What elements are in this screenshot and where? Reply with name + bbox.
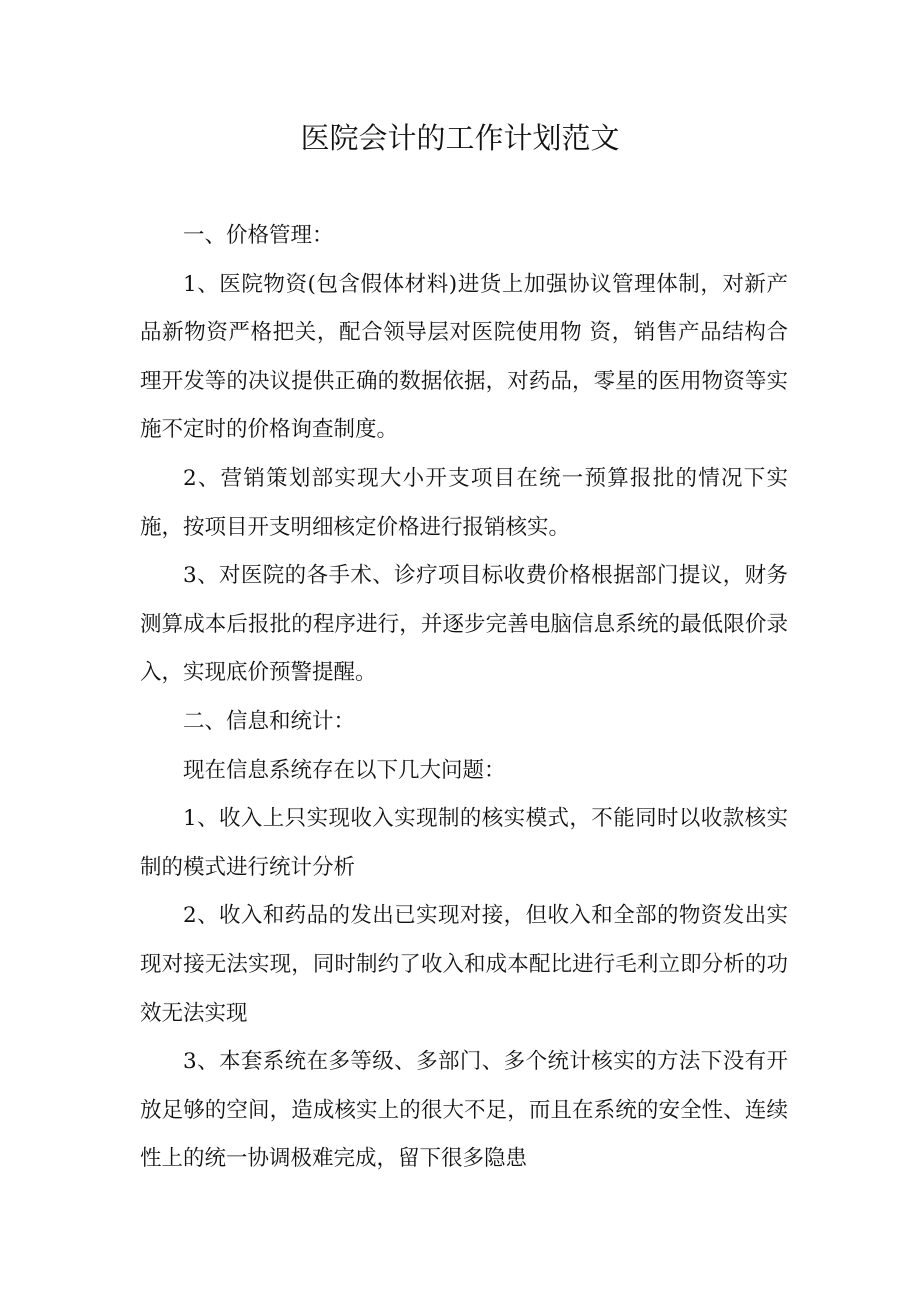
paragraph-price-item-1: 1、医院物资(包含假体材料)进货上加强协议管理体制，对新产品新物资严格把关，配合领导层对医院使用物 资，销售产品结构合理开发等的决议提供正确的数据依据，对药品，零星的医用物资等实施不定时的价格询查制度。 [140, 271, 788, 443]
paragraph-problem-2: 2、收入和药品的发出已实现对接，但收入和全部的物资发出实现对接无法实现，同时制约了收入和成本配比进行毛利立即分析的功效无法实现 [140, 903, 788, 1026]
paragraph-price-item-3: 3、对医院的各手术、诊疗项目标收费价格根据部门提议，财务测算成本后报批的程序进行，并逐步完善电脑信息系统的最低限价录入，实现底价预警提醒。 [140, 563, 788, 686]
section-heading-price-management: 一、价格管理： [183, 223, 334, 248]
paragraph-problem-1: 1、收入上只实现收入实现制的核实模式，不能同时以收款核实制的模式进行统计分析 [140, 806, 788, 880]
section-heading-info-statistics: 二、信息和统计： [183, 708, 356, 734]
paragraph-price-item-2: 2、营销策划部实现大小开支项目在统一预算报批的情况下实施，按项目开支明细核定价格进行报销核实。 [140, 465, 788, 540]
document-body [140, 212, 788, 1184]
paragraph-problem-3: 3、本套系统在多等级、多部门、多个统计核实的方法下没有开放足够的空间，造成核实上的很大不足，而且在系统的安全性、连续性上的统一协调极难完成，留下很多隐患 [140, 1049, 788, 1172]
document-title: 医院会计的工作计划范文 [300, 121, 620, 155]
paragraph-problems-intro: 现在信息系统存在以下几大问题： [183, 757, 506, 783]
